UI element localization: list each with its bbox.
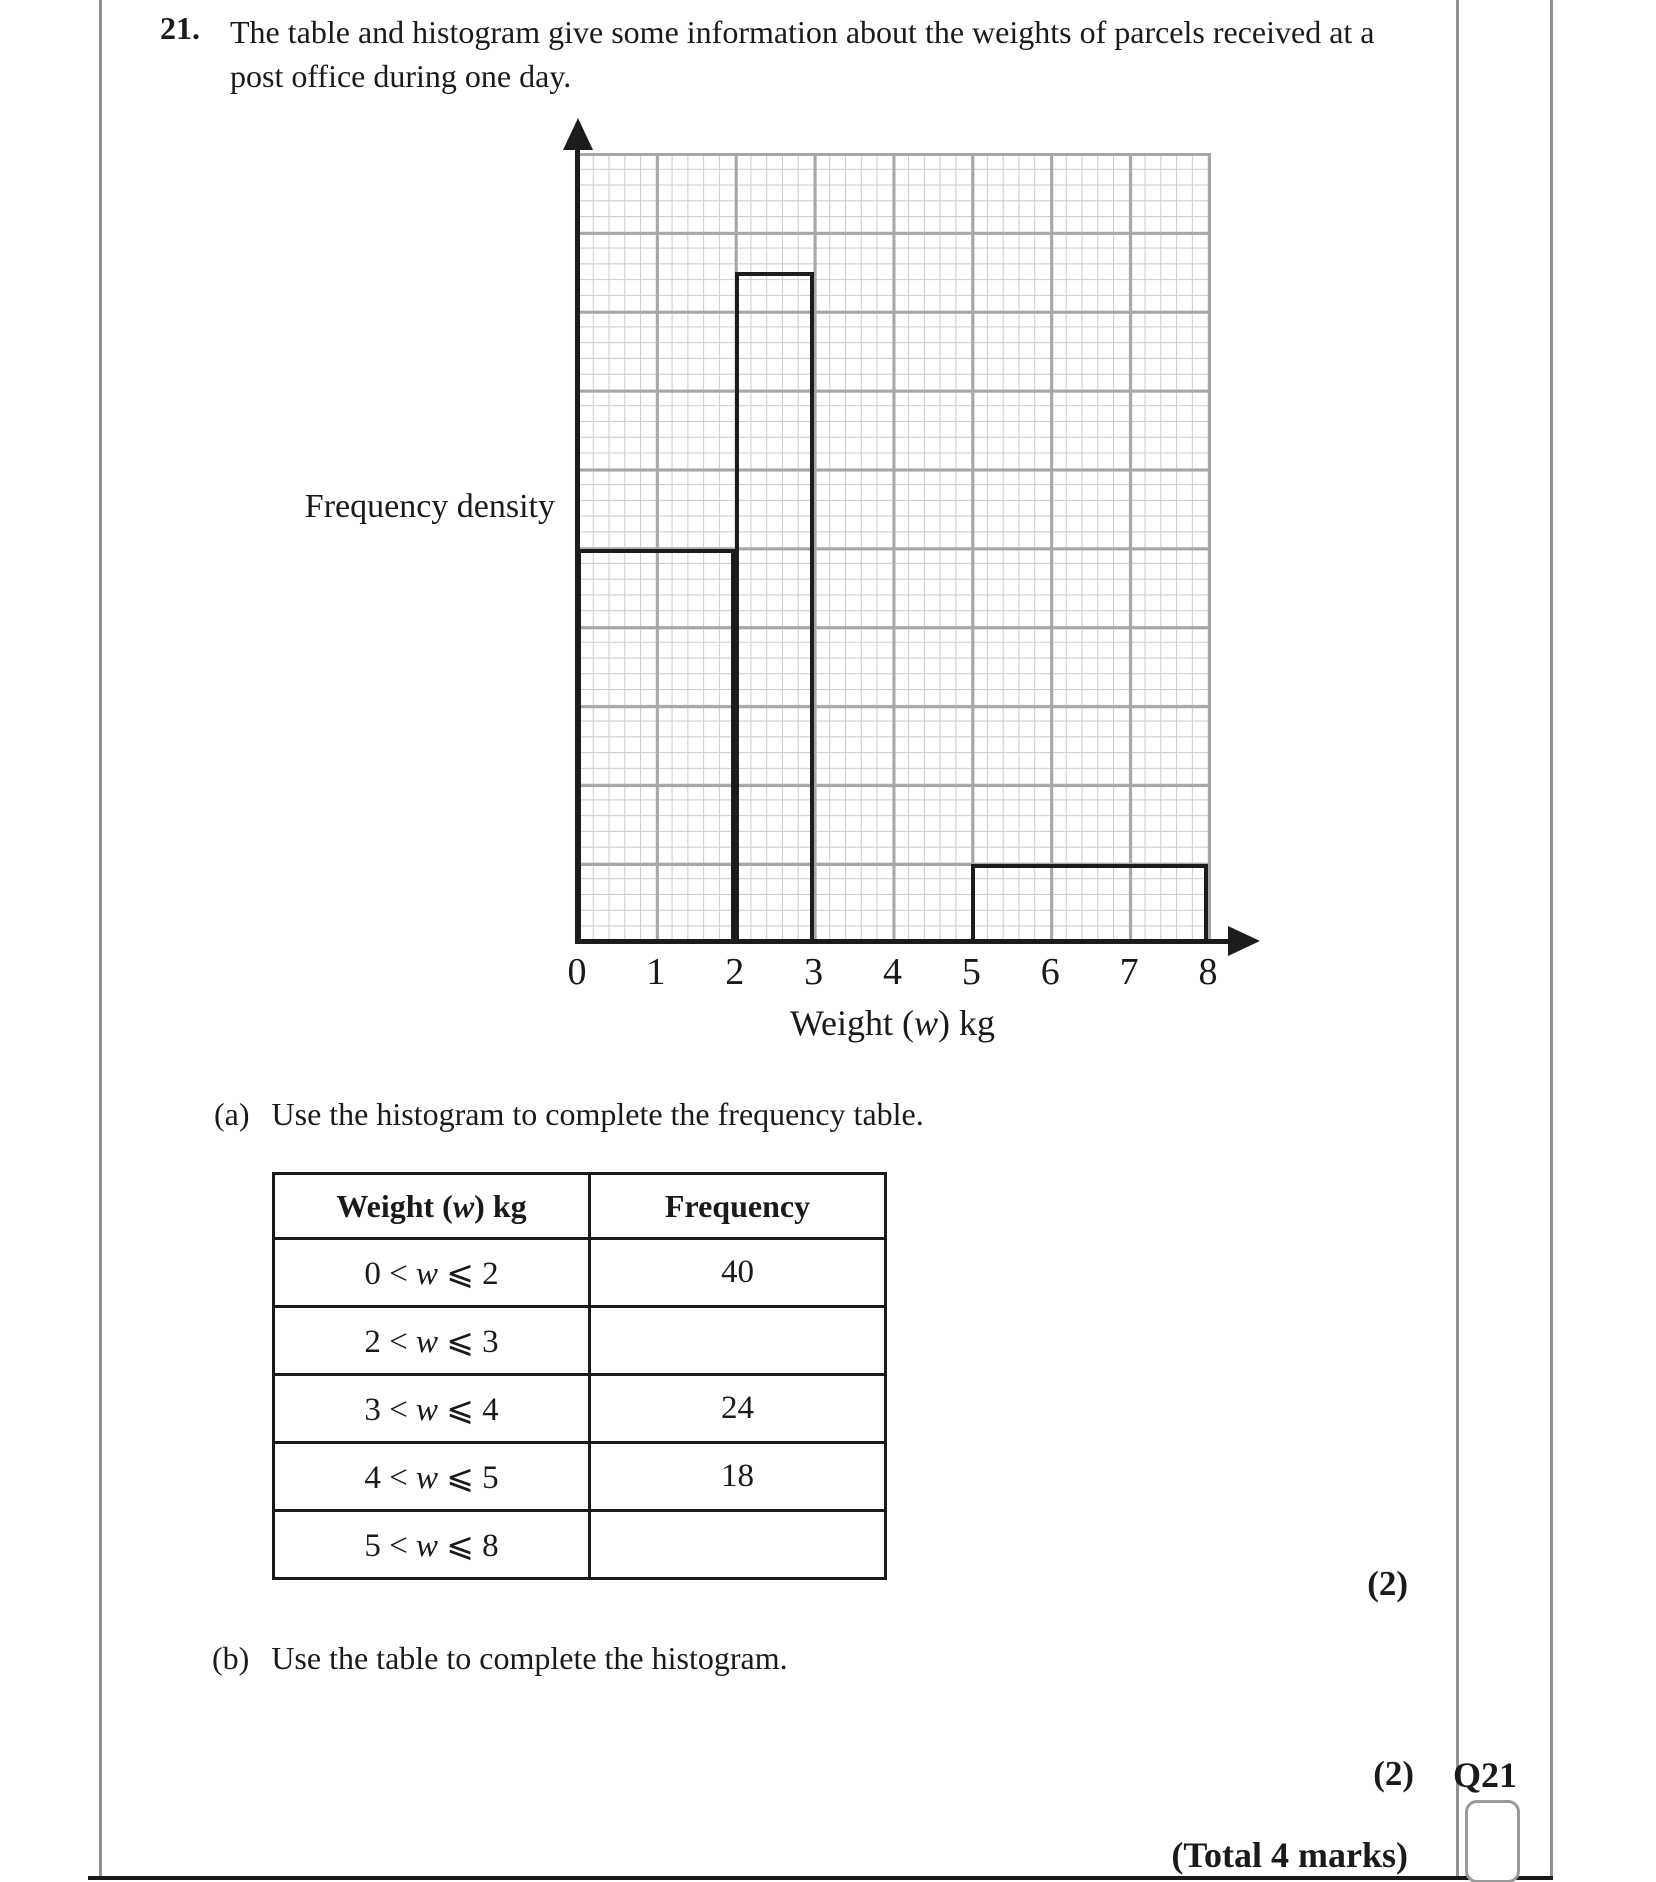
range-var: w [415, 1323, 438, 1360]
range-pre: 0 < [364, 1255, 416, 1292]
right-margin-rule-inner [1456, 0, 1459, 1880]
range-post: ⩽ 2 [437, 1255, 499, 1292]
frequency-table-body [274, 1239, 886, 1579]
weight-range-cell [274, 1375, 590, 1443]
frequency-cell: 24 [590, 1375, 886, 1443]
part-b-text: Use the table to complete the histogram. [271, 1640, 788, 1676]
table-row [274, 1511, 886, 1579]
weight-range-cell [274, 1443, 590, 1511]
total-marks: (Total 4 marks) [1171, 1835, 1408, 1875]
table-header-frequency: Frequency [590, 1174, 886, 1239]
part-b-line [212, 1640, 788, 1677]
frequency-cell: 40 [590, 1239, 886, 1307]
frequency-cell [590, 1307, 886, 1375]
range-var: w [415, 1255, 438, 1292]
question-text-line-1: The table and histogram give some information about the weights of parcels received at a [230, 14, 1375, 50]
weight-range-cell [274, 1307, 590, 1375]
table-header-row [274, 1174, 886, 1239]
table-header-weight-pre: Weight ( [336, 1187, 453, 1224]
part-a-marks: (2) [1367, 1564, 1408, 1603]
question-text-line-2: post office during one day. [230, 58, 572, 94]
x-axis-tick-label: 3 [804, 951, 824, 993]
table-header-weight-post: ) kg [474, 1187, 527, 1224]
x-axis-tick-label: 2 [725, 951, 745, 993]
x-axis-title-post: ) kg [938, 1003, 996, 1043]
part-a-label: (a) [214, 1096, 250, 1132]
range-post: ⩽ 5 [437, 1459, 499, 1496]
range-post: ⩽ 4 [437, 1391, 499, 1428]
table-row [274, 1307, 886, 1375]
range-post: ⩽ 3 [437, 1323, 499, 1360]
part-b-label: (b) [212, 1640, 250, 1676]
part-a-line [214, 1096, 924, 1133]
table-row [274, 1239, 886, 1307]
table-row [274, 1443, 886, 1511]
frequency-table [272, 1172, 887, 1580]
y-axis-arrowhead-icon [563, 118, 593, 150]
marks-answer-box [1465, 1800, 1520, 1882]
histogram-bar [735, 272, 814, 944]
range-pre: 4 < [364, 1459, 416, 1496]
table-row [274, 1375, 886, 1443]
table-header-weight-var: w [452, 1187, 475, 1224]
x-axis-tick-label: 5 [961, 951, 981, 993]
x-axis-tick-label: 4 [883, 951, 902, 993]
x-axis-tick-label: 1 [646, 951, 666, 993]
frequency-cell [590, 1511, 886, 1579]
left-margin-rule [99, 0, 102, 1880]
y-axis-title: Frequency density [304, 488, 555, 525]
part-b-marks: (2) [1373, 1754, 1414, 1793]
range-pre: 2 < [364, 1323, 416, 1360]
range-pre: 3 < [364, 1391, 416, 1428]
histogram-bar [971, 864, 1208, 944]
question-number: 21. [160, 10, 200, 46]
range-post: ⩽ 8 [437, 1527, 499, 1564]
frequency-cell: 18 [590, 1443, 886, 1511]
x-axis-tick-label: 7 [1119, 951, 1139, 993]
part-a-text: Use the histogram to complete the frequency table. [271, 1096, 924, 1132]
x-axis-title-var: w [914, 1003, 939, 1043]
x-axis-title [577, 1002, 1208, 1044]
page-bottom-rule [88, 1876, 1553, 1880]
x-axis-tick-label: 6 [1040, 951, 1060, 993]
range-var: w [415, 1459, 438, 1496]
histogram-bar [577, 549, 735, 945]
weight-range-cell [274, 1239, 590, 1307]
range-var: w [415, 1391, 438, 1428]
x-axis-tick-label: 8 [1198, 951, 1218, 993]
weight-range-cell [274, 1511, 590, 1579]
x-axis-arrowhead-icon [1228, 926, 1260, 956]
right-margin-rule-outer [1550, 0, 1553, 1880]
table-header-weight [274, 1174, 590, 1239]
x-axis-tick-label: 0 [567, 951, 587, 993]
range-pre: 5 < [364, 1527, 416, 1564]
range-var: w [415, 1527, 438, 1564]
x-axis-title-pre: Weight ( [789, 1003, 915, 1043]
question-ref-badge: Q21 [1453, 1755, 1518, 1795]
question-text [230, 10, 1460, 98]
